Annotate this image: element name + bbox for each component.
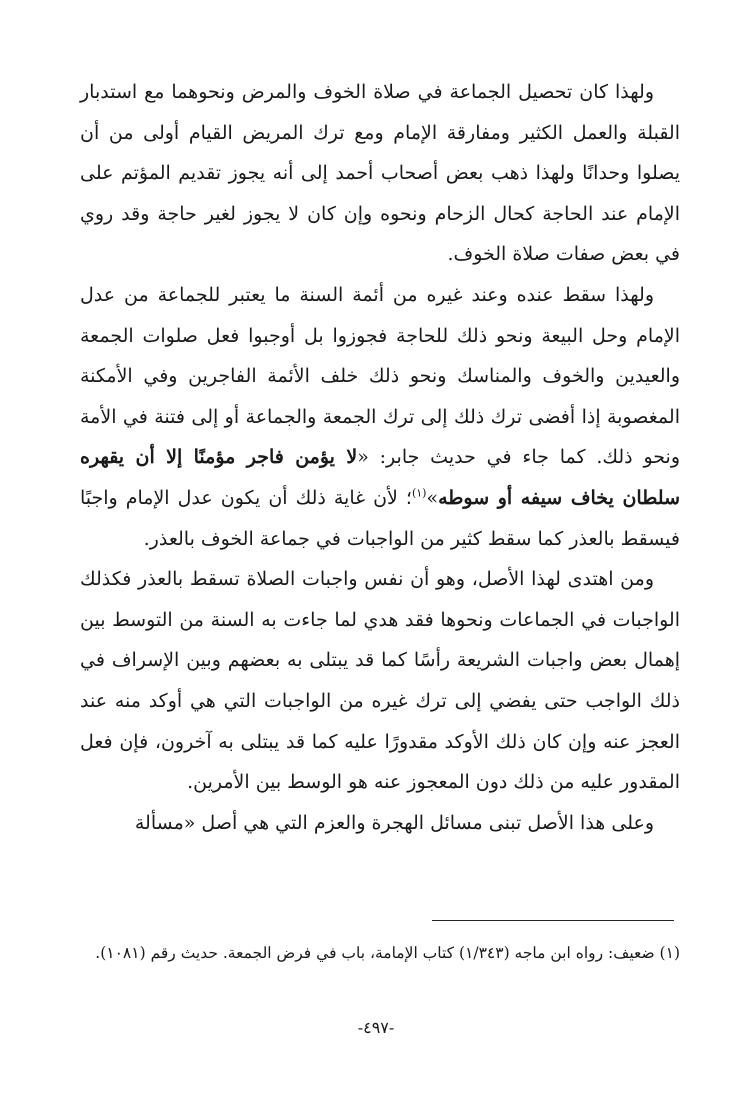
page-body xyxy=(80,72,680,843)
footnote-divider xyxy=(432,920,674,921)
page-number: -٤٩٧- xyxy=(357,1018,395,1037)
hadith-quote: لا يؤمن فاجر مؤمنًا إلا أن يقهره سلطان يخاف سيفه أو سوطه xyxy=(80,446,680,509)
paragraph-2-text-after: ؛ لأن غاية ذلك أن يكون عدل الإمام واجبًا فيسقط بالعذر كما سقط كثير من الواجبات في جماعة الخوف بالعذر. xyxy=(80,486,680,550)
paragraph-3: ومن اهتدى لهذا الأصل، وهو أن نفس واجبات الصلاة تسقط بالعذر فكذلك الواجبات في الجماعات ونحوها فقد هدي لما جاءت به السنة من التوسط بين إهمال بعض واجبات الشريعة رأسًا كما قد يبتلى به بعضهم وبين الإسراف في ذلك الواجب حتى يفضي إلى ترك غيره من الواجبات التي هي أوكد منه عند العجز عنه وإن كان ذلك الأوكد مقدورًا عليه كما قد يبتلى به آخرون، فإن فعل المقدور عليه من ذلك دون المعجوز عنه هو الوسط بين الأمرين. xyxy=(80,568,680,794)
paragraph-4: وعلى هذا الأصل تبنى مسائل الهجرة والعزم التي هي أصل «مسألة xyxy=(134,811,654,834)
paragraph-2 xyxy=(80,275,680,559)
footnote: (١) ضعيف: رواه ابن ماجه (١/٣٤٣) كتاب الإمامة، باب في فرض الجمعة. حديث رقم (١٠٨١). xyxy=(95,944,680,962)
paragraph-2-text-before: ولهذا سقط عنده وعند غيره من أئمة السنة ما يعتبر للجماعة من عدل الإمام وحل البيعة ونحو ذلك للحاجة فجوزوا بل أوجبوا فعل صلوات الجمعة والعيدين والخوف والمناسك ونحو ذلك خلف الأئمة الفاجرين وفي الأمكنة المغصوبة إذا أفضى ترك ذلك إلى ترك الجمعة والجماعة أو إلى فتنة في الأمة ونحو ذلك. كما جاء في حديث جابر: « xyxy=(80,283,680,469)
closing-quote-mark: » xyxy=(426,486,439,509)
paragraph-1: ولهذا كان تحصيل الجماعة في صلاة الخوف والمرض ونحوهما مع استدبار القبلة والعمل الكثير ومفارقة الإمام ومع ترك المريض القيام أولى من أن يصلوا وحدانًا ولهذا ذهب بعض أصحاب أحمد إلى أنه يجوز تقديم المؤتم على الإمام عند الحاجة كحال الزحام ونحوه وإن كان لا يجوز لغير حاجة وقد روي في بعض صفات صلاة الخوف. xyxy=(80,81,680,266)
footnote-reference[interactable]: (١) xyxy=(411,486,427,500)
